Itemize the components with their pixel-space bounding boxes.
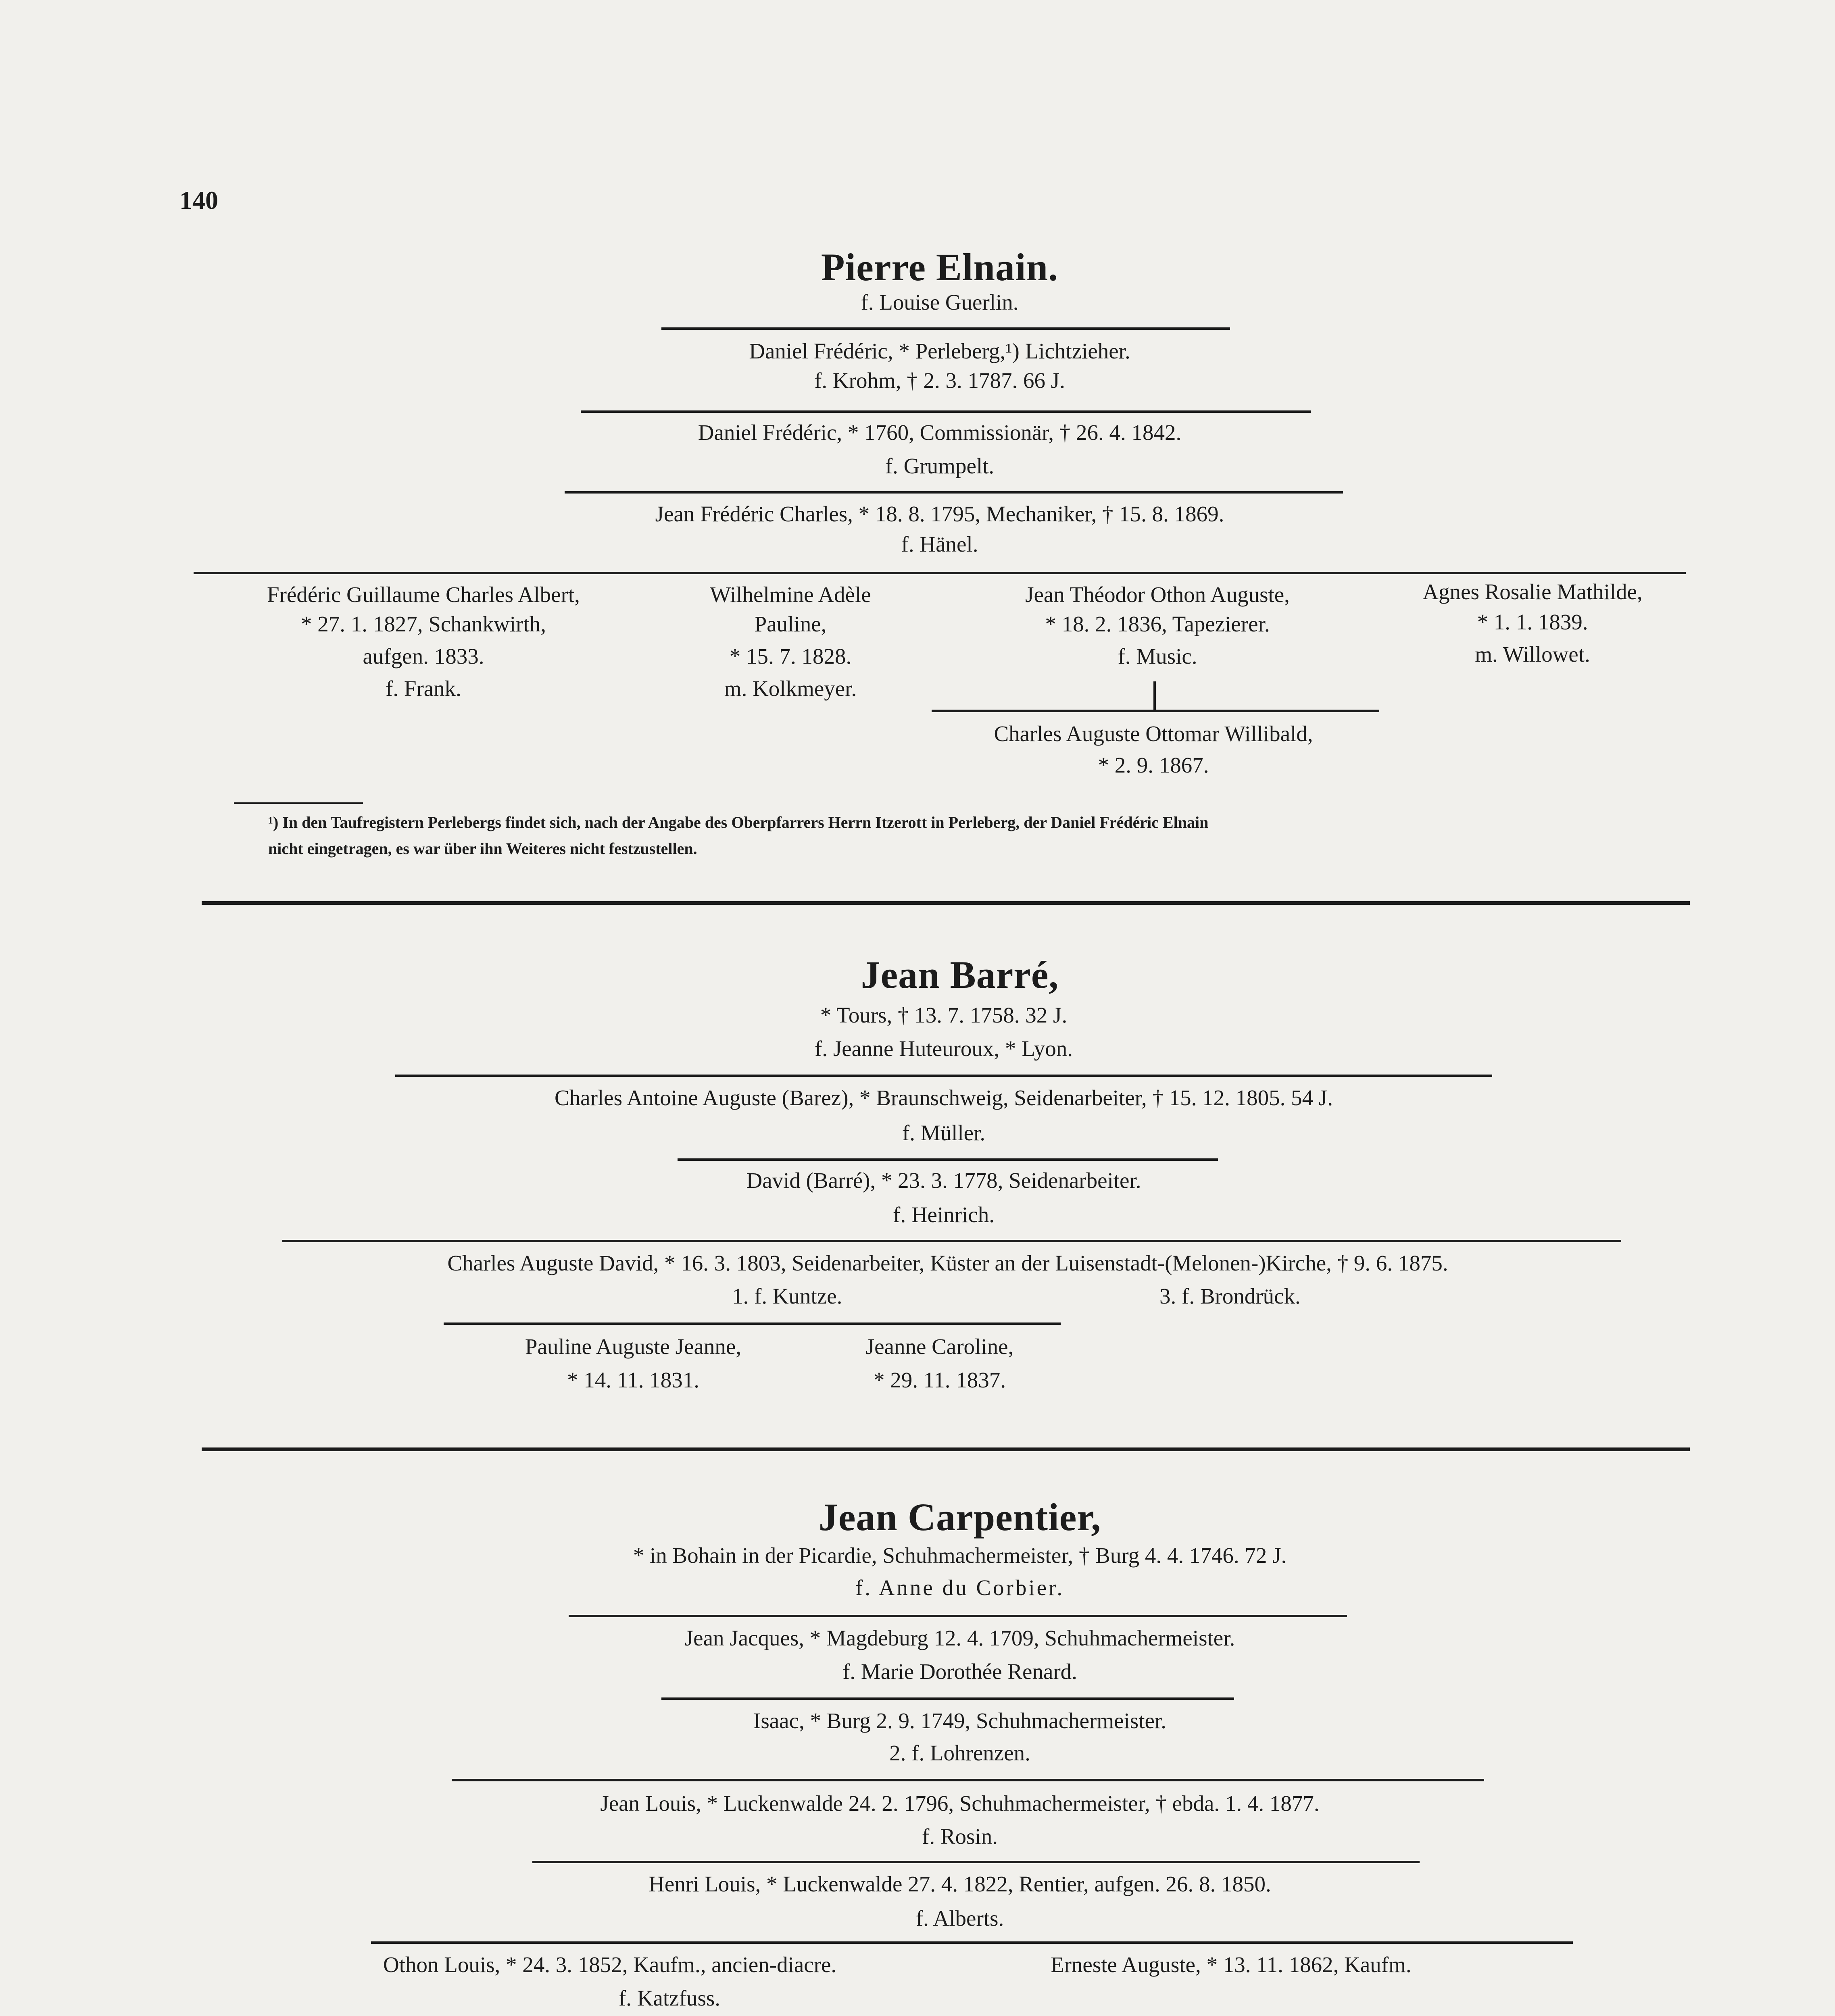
descent-line bbox=[1153, 681, 1156, 710]
gen2-entry: David (Barré), * 23. 3. 1778, Seidenarbeiter. bbox=[746, 1168, 1141, 1193]
gen3-entry: Charles Auguste David, * 16. 3. 1803, Seidenarbeiter, Küster an der Luisenstadt-(Melonen-)Kirche, † 9. 6. 1875. bbox=[447, 1251, 1448, 1275]
gen3-entry: Jean Frédéric Charles, * 18. 8. 1795, Mechaniker, † 15. 8. 1869. bbox=[655, 502, 1224, 526]
gen1-spouse: f. Krohm, † 2. 3. 1787. 66 J. bbox=[814, 368, 1065, 393]
generation-line bbox=[395, 1075, 1492, 1077]
family-title: Jean Barré, bbox=[861, 953, 1059, 996]
page-number: 140 bbox=[179, 186, 218, 215]
generation-line bbox=[581, 410, 1311, 413]
child-birth: * 29. 11. 1837. bbox=[874, 1368, 1006, 1392]
gen1-entry: Daniel Frédéric, * Perleberg,¹) Lichtzieher. bbox=[749, 339, 1130, 363]
gen2-entry: Daniel Frédéric, * 1760, Commissionär, † 26. 4. 1842. bbox=[698, 420, 1182, 445]
gen1-spouse: f. Müller. bbox=[902, 1120, 986, 1145]
gen3-spouse: 3. f. Brondrück. bbox=[1159, 1284, 1301, 1308]
child-spouse: f. Music. bbox=[1118, 644, 1197, 669]
gen3-spouse: f. Rosin. bbox=[922, 1824, 998, 1849]
generation-line bbox=[932, 710, 1379, 712]
gen2-spouse: f. Heinrich. bbox=[893, 1202, 995, 1227]
child-spouse: m. Kolkmeyer. bbox=[724, 676, 857, 701]
child-entry: * 15. 7. 1828. bbox=[729, 644, 852, 669]
generation-line bbox=[565, 491, 1343, 494]
gen3-spouse: 1. f. Kuntze. bbox=[732, 1284, 842, 1308]
child-spouse: f. Katzfuss. bbox=[618, 1986, 721, 2010]
founder-wife: f. Anne du Corbier. bbox=[855, 1575, 1065, 1600]
gen4-entry: Henri Louis, * Luckenwalde 27. 4. 1822, Rentier, aufgen. 26. 8. 1850. bbox=[649, 1872, 1271, 1896]
child-spouse: f. Frank. bbox=[386, 676, 461, 701]
footnote: nicht eingetragen, es war über ihn Weiteres nicht festzustellen. bbox=[268, 839, 697, 858]
generation-line bbox=[661, 1697, 1234, 1700]
generation-line bbox=[661, 327, 1230, 330]
gen2-entry: Isaac, * Burg 2. 9. 1749, Schuhmachermeister. bbox=[753, 1708, 1166, 1733]
child-entry: * 18. 2. 1836, Tapezierer. bbox=[1045, 612, 1270, 636]
child-entry: Agnes Rosalie Mathilde, bbox=[1422, 579, 1643, 604]
children-line bbox=[194, 572, 1686, 574]
family-title: Jean Carpentier, bbox=[818, 1495, 1101, 1539]
child-birth: * 14. 11. 1831. bbox=[567, 1368, 699, 1392]
child-entry: Pauline Auguste Jeanne, bbox=[525, 1334, 742, 1359]
child-entry: Frédéric Guillaume Charles Albert, bbox=[267, 582, 580, 607]
child-entry: Pauline, bbox=[754, 612, 827, 636]
family-title: Pierre Elnain. bbox=[821, 246, 1059, 289]
founder-wife: f. Jeanne Huteuroux, * Lyon. bbox=[815, 1036, 1073, 1061]
generation-line bbox=[569, 1615, 1347, 1617]
children-line bbox=[371, 1941, 1573, 1944]
generation-line bbox=[532, 1861, 1420, 1863]
gen1-entry: Jean Jacques, * Magdeburg 12. 4. 1709, Schuhmachermeister. bbox=[684, 1626, 1235, 1650]
gen1-entry: Charles Antoine Auguste (Barez), * Braunschweig, Seidenarbeiter, † 15. 12. 1805. 54 J. bbox=[554, 1085, 1333, 1110]
grandchild-birth: * 2. 9. 1867. bbox=[1098, 753, 1209, 777]
grandchild-entry: Charles Auguste Ottomar Willibald, bbox=[994, 721, 1313, 746]
gen2-spouse: f. Grumpelt. bbox=[885, 454, 995, 478]
founder-entry: * Tours, † 13. 7. 1758. 32 J. bbox=[820, 1003, 1068, 1027]
gen3-spouse: f. Hänel. bbox=[901, 532, 978, 556]
child-entry: aufgen. 1833. bbox=[363, 644, 484, 669]
generation-line bbox=[282, 1240, 1621, 1242]
child-entry: * 1. 1. 1839. bbox=[1477, 610, 1588, 634]
gen1-spouse: f. Marie Dorothée Renard. bbox=[842, 1659, 1077, 1684]
child-entry: Jeanne Caroline, bbox=[865, 1334, 1014, 1359]
founder-wife: f. Louise Guerlin. bbox=[861, 290, 1019, 314]
footnote-rule bbox=[234, 802, 363, 804]
section-divider bbox=[202, 1447, 1690, 1451]
children-line bbox=[444, 1322, 1061, 1325]
generation-line bbox=[452, 1779, 1484, 1781]
child-entry: Jean Théodor Othon Auguste, bbox=[1025, 582, 1290, 607]
gen4-spouse: f. Alberts. bbox=[915, 1906, 1004, 1931]
footnote: ¹) In den Taufregistern Perlebergs findet sich, nach der Angabe des Oberpfarrers Herrn Itzerott in Perleberg, der Daniel Frédéric Elnain bbox=[268, 813, 1209, 831]
section-divider bbox=[202, 901, 1690, 905]
gen2-spouse: 2. f. Lohrenzen. bbox=[889, 1741, 1030, 1765]
child-entry: Othon Louis, * 24. 3. 1852, Kaufm., ancien-diacre. bbox=[383, 1952, 837, 1977]
generation-line bbox=[678, 1158, 1218, 1161]
child-entry: Erneste Auguste, * 13. 11. 1862, Kaufm. bbox=[1051, 1952, 1412, 1977]
child-entry: Wilhelmine Adèle bbox=[710, 582, 871, 607]
child-entry: * 27. 1. 1827, Schankwirth, bbox=[300, 612, 546, 636]
founder-entry: * in Bohain in der Picardie, Schuhmachermeister, † Burg 4. 4. 1746. 72 J. bbox=[633, 1543, 1287, 1568]
gen3-entry: Jean Louis, * Luckenwalde 24. 2. 1796, Schuhmachermeister, † ebda. 1. 4. 1877. bbox=[600, 1791, 1320, 1816]
child-spouse: m. Willowet. bbox=[1475, 642, 1590, 666]
